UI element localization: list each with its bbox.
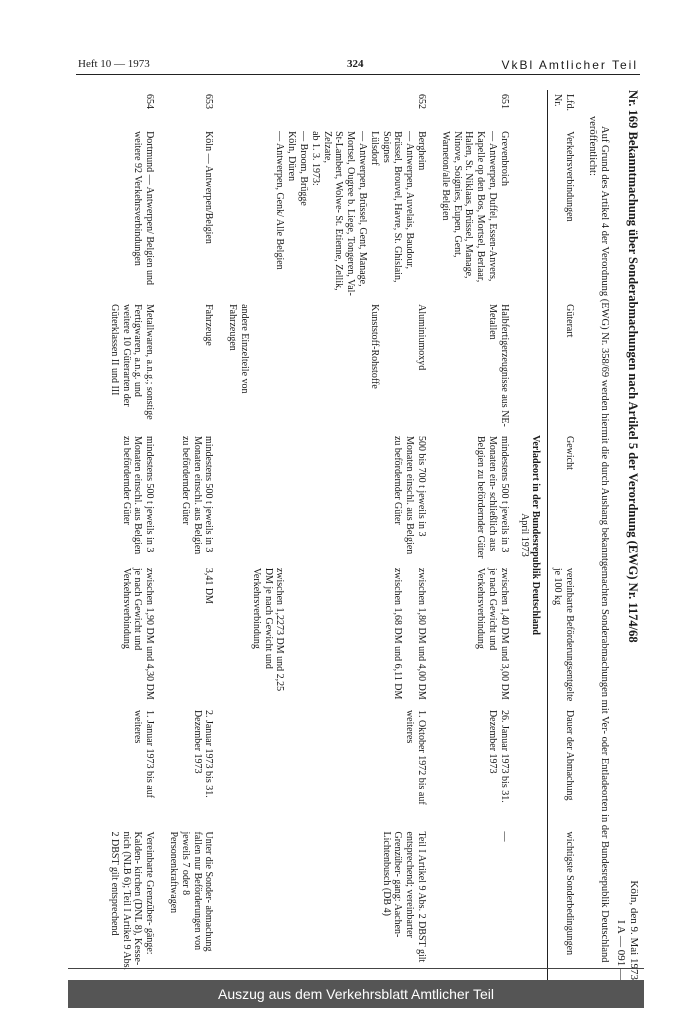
cell-entgelte: zwischen 1,80 DM und 4,00 DM zwischen 1,68 DM und 6,11 DM zwischen 1,2273 DM und 2,25 DM je nach Gewicht und Verkehrsverbindung <box>250 567 428 700</box>
issue-number: Heft 10 — 1973 <box>78 58 150 70</box>
col-header-gewicht: Gewicht <box>548 432 578 564</box>
cell-entgelte: zwischen 1,40 DM und 3,00 DM je nach Gewicht und Verkehrsverbindung <box>475 567 510 700</box>
section-date: April 1973 <box>518 513 530 557</box>
cell-sonderbedingungen: — <box>498 831 510 842</box>
cell-nr: 652 <box>416 94 428 109</box>
table-row <box>431 90 514 980</box>
city-date: Köln, den 9. Mai 1973 I A — 091 — <box>615 880 640 980</box>
header-rule <box>76 74 640 75</box>
cell-gueterart: Fahrzeuge <box>203 304 215 346</box>
cell-gewicht: mindestens 500 t jeweils in 3 Monaten ein- schließlich aus Belgien zu befördernder Güter <box>475 435 510 559</box>
table-row <box>100 90 159 980</box>
cell-verbindungen: Köln — Antwerpen/Belgien <box>203 131 215 244</box>
intro-paragraph: Auf Grund des Artikel 4 der Verordnung (EWG) Nr. 358/69 werden hiermit die durch Aushang bekanntgemachten Sonderabmachungen mit Ver- oder Entladeorten in der Bundesrepublik Deutschland veröffentlicht: <box>586 116 610 963</box>
cell-nr: 651 <box>498 94 510 109</box>
cell-sonderbedingungen: Teil I Artikel 9 Abs. 2 DBST gilt entsprechend; vereinbarter Grenzüber- gang: Aachen- Lichtenbusch (DB 4) <box>380 831 428 963</box>
section-title-text: Verladeort in der Bundesrepublik Deutschland <box>530 435 542 635</box>
cell-dauer: 1. Oktober 1972 bis auf weiteres <box>404 709 428 805</box>
cell-dauer: 2. Januar 1973 bis 31. Dezember 1973 <box>191 709 215 798</box>
rotated-content <box>80 90 640 980</box>
footer-rule <box>68 968 644 969</box>
document-title: Nr. 169 Bekanntmachung über Sonderabmachungen nach Artikel 5 der Verordnung (EWG) Nr. 1174/68 <box>626 90 640 643</box>
cell-entgelte: 3,41 DM <box>203 567 215 604</box>
cell-gueterart: Halbfertigerzeugnisse aus NE-Metallen <box>487 304 510 427</box>
cell-sonderbedingungen: Unter die Sonder- abmachung fallen nur Beförderungen von jeweils 7 oder 8 Personenkraftwagen <box>168 831 215 952</box>
cell-verbindungen: Bergheim — Antwerpen, Auvelais, Baudour, Brüssel, Brouvel, Havre, St. Ghislain, Soignes Lülsdorf — Antwerpen, Brüssel, Gent, Manage, Mortsel, Ougree b. Liege, Tongeren, Val-St-Lambert, Wolwe- St. Etienne, Zellik, Zelzate, ab 1. 3. 1973: — Broom, Brügge Köln, Düren — Antwerpen, Genk/ Alle Belgien <box>274 131 428 296</box>
cell-gueterart: Aluminiumoxyd Kunststoff-Rohstoffe andere Einzelteile von Fahrzeugen <box>227 304 428 394</box>
section-title <box>514 90 548 980</box>
cell-nr: 653 <box>203 94 215 109</box>
table-row <box>218 90 431 980</box>
cell-sonderbedingungen: Vereinbarte Grenzüber- gänge: Kalden- kirchen (DNL 8), Kesse- nich (NLB 6); Teil I Artikel 9 Abs. 2 DBST gilt entsprechend <box>108 831 156 971</box>
cell-verbindungen: Dortmund — Antwerpen/ Belgien und weitere 92 Verkehrsverbindungen <box>132 131 156 285</box>
cell-nr: 654 <box>144 94 156 109</box>
col-header-verbindungen: Verkehrsverbindungen <box>548 127 578 300</box>
page-number: 324 <box>347 58 364 70</box>
cell-entgelte: zwischen 1,90 DM und 4,30 DM je nach Gewicht und Verkehrsverbindung <box>120 567 156 700</box>
col-header-gueterart: Güterart <box>548 300 578 432</box>
table-row <box>159 90 218 980</box>
cell-gewicht: mindestens 500 t jeweils in 3 Monaten einschl. aus Belgien zu befördernder Güter <box>120 435 156 555</box>
cell-gewicht: 500 bis 700 t jeweils in 3 Monaten einschl. aus Belgien zu befördernder Güter <box>392 435 428 555</box>
cell-gueterart: Metallwaren, a.n.g.; sonstige Fertigwaren, a.n.g. und weitere 10 Güterarten der Güterklassen II und III <box>108 304 156 420</box>
cell-dauer: 26. Januar 1973 bis 31. Dezember 1973 <box>487 709 510 803</box>
footer-banner: Auszug aus dem Verkehrsblatt Amtlicher Teil <box>68 980 644 1008</box>
agreements-table <box>100 90 578 980</box>
col-header-nr: Lfd. Nr. <box>548 90 578 127</box>
cell-gewicht: mindestens 500 t jeweils in 3 Monaten einschl. aus Belgien zu befördernder Güter <box>179 435 215 555</box>
table-header-row <box>548 90 578 980</box>
journal-title: VkBl Amtlicher Teil <box>501 58 638 72</box>
section-row <box>514 90 548 980</box>
cell-verbindungen: Grevenbroich — Antwerpen, Duffel, Essen-Anvers, Kapelle op den Bos, Mortsel, Berlaar, Halen, St. Niklaas, Brüssel, Manage, Ninove, Soignies, Eupen, Gent, Warneton/alle Belgien <box>439 131 510 283</box>
cell-dauer: 1. Januar 1973 bis auf weiteres <box>132 709 156 798</box>
col-header-dauer: Dauer der Abmachung <box>548 706 578 828</box>
col-header-entgelte: vereinbarte Beförderungsentgelte je 100 kg <box>548 564 578 706</box>
col-header-sonderbedingungen: wichtigste Sonderbedingungen <box>548 828 578 981</box>
